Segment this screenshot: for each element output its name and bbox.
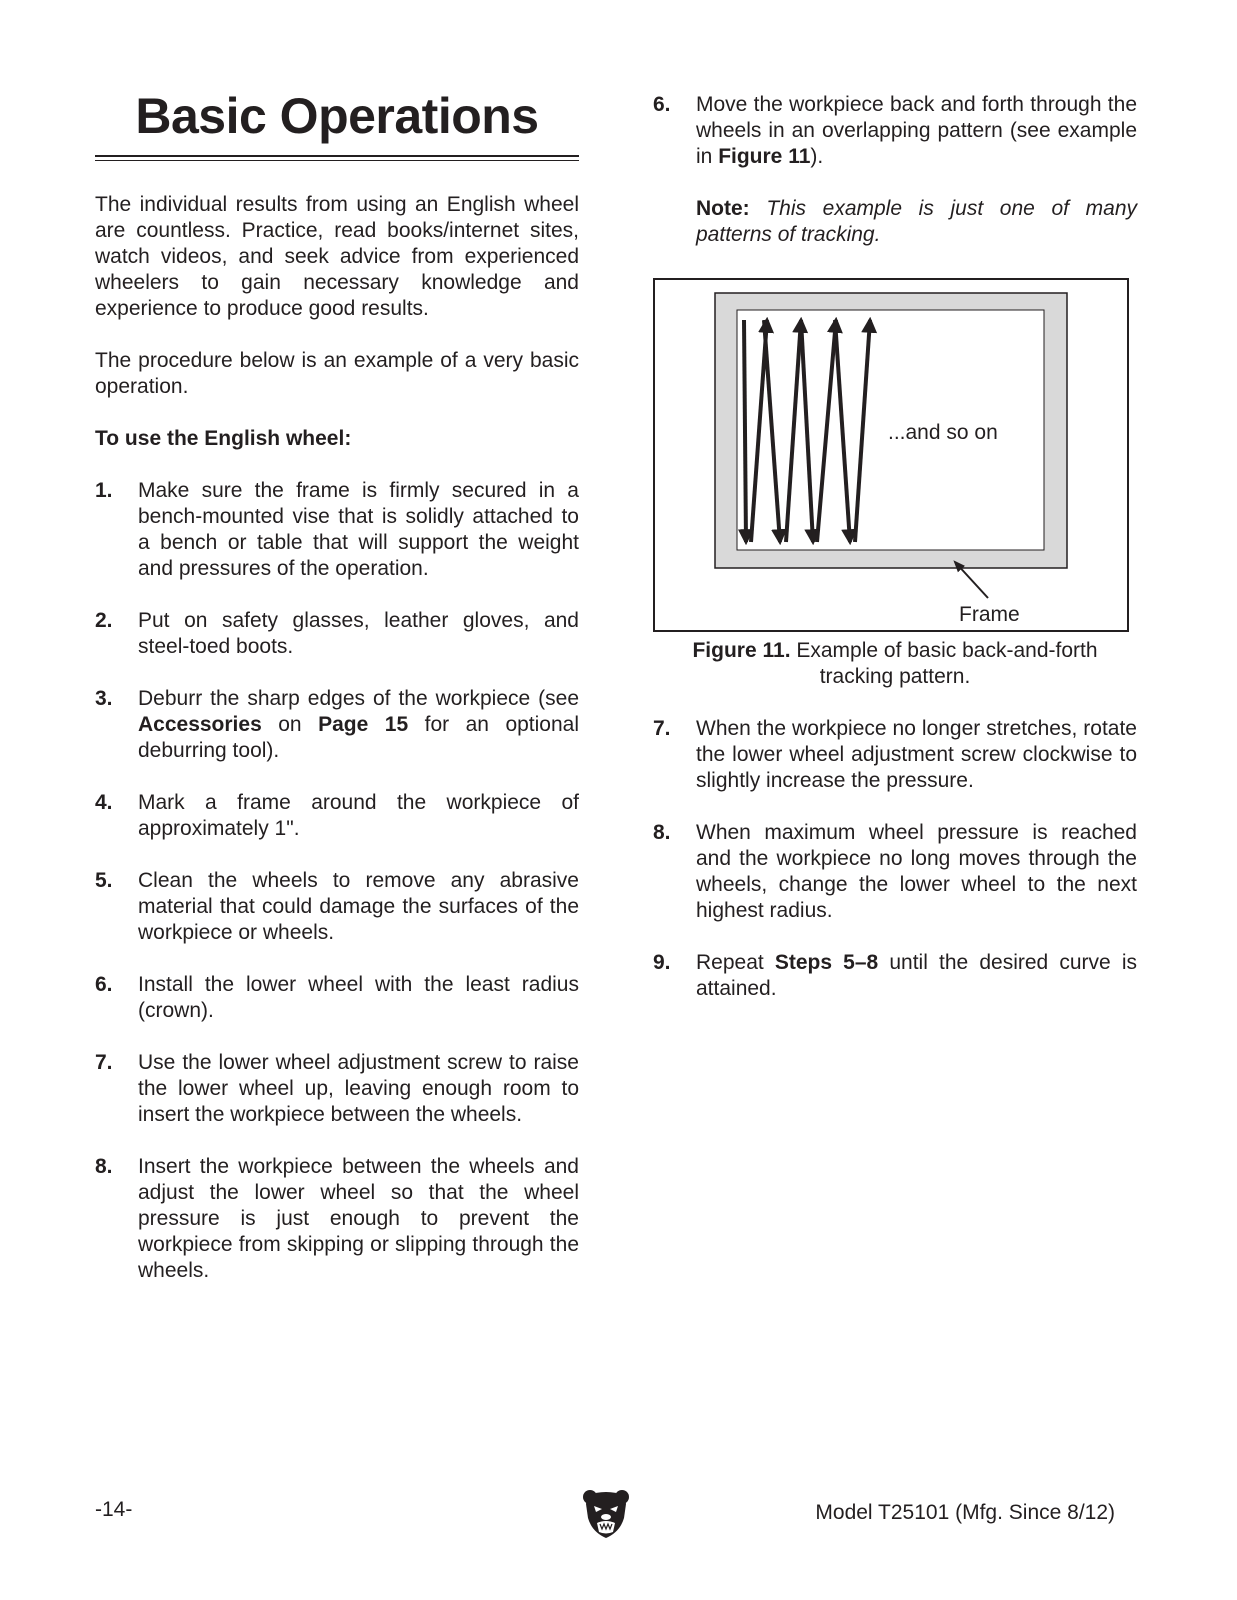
note-text: This example is just one of many patterns of tracking.: [696, 197, 1137, 246]
step-6: [95, 972, 579, 1024]
step-number: 9.: [653, 951, 671, 974]
step-4: [95, 790, 579, 842]
step-3: [95, 686, 579, 764]
step-number: 8.: [653, 821, 671, 844]
intro-paragraph-2: The procedure below is an example of a very basic operation.: [95, 349, 579, 398]
step-number: 6.: [95, 973, 113, 996]
figure-caption: [653, 638, 1137, 690]
step-number: 3.: [95, 687, 113, 710]
step-text-c: until the desired curve is attained.: [696, 951, 1137, 1000]
step-number: 6.: [653, 93, 671, 116]
step-text-a: Repeat: [696, 951, 775, 974]
step-number: 4.: [95, 791, 113, 814]
right-column: [653, 92, 1137, 1002]
step-text-a: Move the workpiece back and forth through the wheels in an overlapping pattern (see example in: [696, 93, 1137, 168]
step-text: When the workpiece no longer stretches, rotate the lower wheel adjustment screw clockwise to slightly increase the pressure.: [696, 717, 1137, 792]
step-7-right: [653, 716, 1137, 794]
step-text: Put on safety glasses, leather gloves, and steel-toed boots.: [138, 609, 579, 658]
title-rule-thick: [95, 155, 579, 157]
step-number: 7.: [653, 717, 671, 740]
figure-reference: Figure 11: [718, 145, 811, 168]
step-9: [653, 950, 1137, 1002]
intro-paragraph-1: The individual results from using an English wheel are countless. Practice, read books/internet sites, watch videos, and seek advice from experienced wheelers to gain necessary knowledge and experience to produce good results.: [95, 193, 579, 320]
page-reference: Page 15: [318, 713, 409, 736]
left-column: [95, 86, 579, 1284]
bear-head-logo-icon: [582, 1488, 630, 1545]
step-text-c: on: [261, 713, 319, 736]
note: [653, 196, 1137, 248]
steps-reference: Steps 5–8: [774, 951, 879, 974]
step-5: [95, 868, 579, 946]
step-text: Clean the wheels to remove any abrasive material that could damage the surfaces of the workpiece or wheels.: [138, 869, 579, 944]
page-title: Basic Operations: [135, 88, 539, 144]
step-text-d: for an optional deburring tool).: [138, 713, 580, 762]
figure-caption-text: Example of basic back-and-forth tracking pattern.: [790, 639, 1098, 688]
step-text-c: ).: [810, 145, 824, 168]
title-rule-thin: [95, 160, 579, 161]
figure-11: [653, 278, 1129, 632]
page-number: -14-: [95, 1498, 133, 1521]
figure-caption-label: Figure 11.: [692, 639, 791, 662]
step-number: 2.: [95, 609, 113, 632]
step-number: 8.: [95, 1155, 113, 1178]
frame-label: Frame: [959, 603, 1020, 626]
accessories-reference: Accessories: [138, 713, 262, 736]
step-8: [95, 1154, 579, 1284]
procedure-heading: To use the English wheel:: [95, 427, 352, 450]
step-8-right: [653, 820, 1137, 924]
step-1: [95, 478, 579, 582]
step-number: 5.: [95, 869, 113, 892]
step-text: Mark a frame around the workpiece of approximately 1".: [138, 791, 579, 840]
tracking-pattern-diagram: [655, 280, 1127, 630]
note-label: Note:: [696, 197, 750, 220]
step-text: Make sure the frame is firmly secured in a bench-mounted vise that is solidly attached to a bench or table that will support the weight and pressures of the operation.: [138, 479, 579, 580]
and-so-on-label: ...and so on: [888, 421, 998, 444]
step-number: 7.: [95, 1051, 113, 1074]
step-7: [95, 1050, 579, 1128]
step-text: Install the lower wheel with the least radius (crown).: [138, 973, 579, 1022]
step-text-a: Deburr the sharp edges of the workpiece (see: [138, 687, 579, 710]
step-text: When maximum wheel pressure is reached and the workpiece no long moves through the wheels, change the lower wheel to the next highest radius.: [696, 821, 1137, 922]
step-2: [95, 608, 579, 660]
step-number: 1.: [95, 479, 113, 502]
step-text: Use the lower wheel adjustment screw to raise the lower wheel up, leaving enough room to insert the workpiece between the wheels.: [138, 1051, 579, 1126]
model-info: Model T25101 (Mfg. Since 8/12): [815, 1501, 1115, 1524]
step-text: Insert the workpiece between the wheels and adjust the lower wheel so that the wheel pressure is just enough to prevent the workpiece from skipping or slipping through the wheels.: [138, 1155, 579, 1282]
tracking-arrow-down: [744, 320, 746, 542]
step-6-continued: [653, 92, 1137, 170]
